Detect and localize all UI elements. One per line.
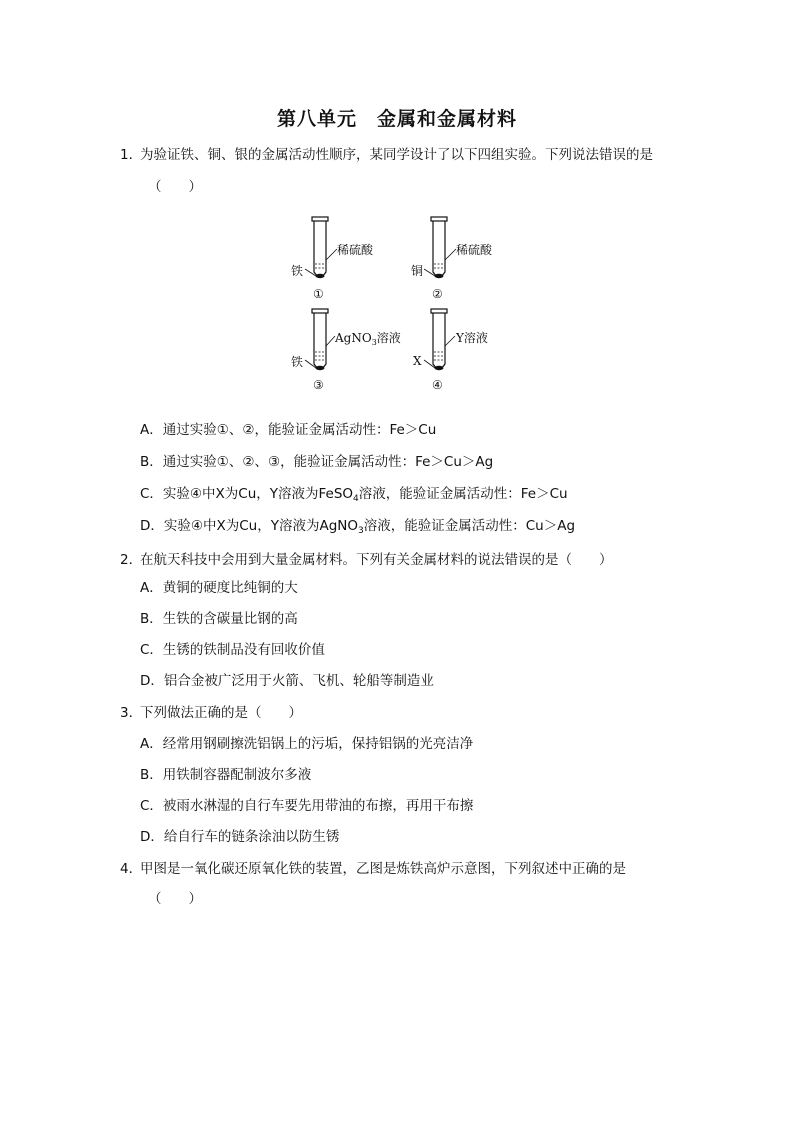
question-number: 3． [120, 705, 143, 721]
tube-2-label: ② [432, 287, 443, 301]
tube-4-solution: Y溶液 [456, 331, 488, 345]
option-2c: C．生锈的铁制品没有回收价值 [140, 642, 325, 658]
tube-1-label: ① [313, 287, 324, 301]
question-4 [120, 860, 626, 878]
question-text: 在航天科技中会用到大量金属材料。下列有关金属材料的说法错误的是（ ） [140, 552, 613, 568]
tube-1-metal: 铁 [291, 264, 304, 278]
option-1c: C．实验④中X为Cu，Y溶液为FeSO$_4$溶液，能验证金属活动性：Fe＞Cu [140, 486, 568, 504]
option-2b: B．生铁的含碳量比钢的高 [140, 611, 298, 627]
answer-parens: （ ） [148, 891, 202, 907]
option-3d: D．给自行车的链条涂油以防生锈 [140, 829, 340, 845]
test-tube-4 [413, 309, 488, 392]
test-tube-1 [291, 217, 374, 301]
question-number: 1． [120, 147, 143, 163]
question-number: 4． [120, 861, 143, 877]
option-1a: A．通过实验①、②，能验证金属活动性：Fe＞Cu [140, 422, 437, 438]
tube-3-metal: 铁 [291, 355, 304, 369]
question-1 [120, 146, 653, 164]
option-3a: A．经常用钢刷擦洗铝锅上的污垢，保持铝锅的光亮洁净 [140, 736, 474, 752]
tube-4-metal: X [413, 354, 422, 368]
question-text: 为验证铁、铜、银的金属活动性顺序，某同学设计了以下四组实验。下列说法错误的是 [140, 147, 653, 163]
tube-3-label: ③ [313, 378, 324, 392]
option-2a: A．黄铜的硬度比纯铜的大 [140, 580, 298, 596]
question-text: 下列做法正确的是（ ） [140, 705, 302, 721]
test-tube-2 [411, 217, 493, 301]
tube-2-solution: 稀硫酸 [456, 243, 493, 257]
tube-2-metal: 铜 [411, 264, 424, 278]
answer-parens: （ ） [148, 179, 202, 195]
tube-1-solution: 稀硫酸 [337, 243, 374, 257]
option-1b: B．通过实验①、②、③，能验证金属活动性：Fe＞Cu＞Ag [140, 454, 494, 470]
question-2 [120, 551, 613, 569]
page-title: 第八单元 金属和金属材料 [276, 108, 517, 130]
option-3b: B．用铁制容器配制波尔多液 [140, 767, 312, 783]
tube-4-label: ④ [432, 378, 443, 392]
option-2d: D．铝合金被广泛用于火箭、飞机、轮船等制造业 [140, 673, 434, 689]
test-tube-3 [291, 309, 401, 392]
question-3 [120, 704, 302, 722]
question-number: 2． [120, 552, 143, 568]
tube-3-solution: AgNO$_3$溶液 [335, 331, 401, 347]
test-tube-figure [285, 206, 525, 396]
option-3c: C．被雨水淋湿的自行车要先用带油的布擦，再用干布擦 [140, 798, 474, 814]
option-1d: D．实验④中X为Cu，Y溶液为AgNO$_3$溶液，能验证金属活动性：Cu＞Ag [140, 518, 576, 536]
question-text: 甲图是一氧化碳还原氧化铁的装置，乙图是炼铁高炉示意图，下列叙述中正确的是 [140, 861, 626, 877]
